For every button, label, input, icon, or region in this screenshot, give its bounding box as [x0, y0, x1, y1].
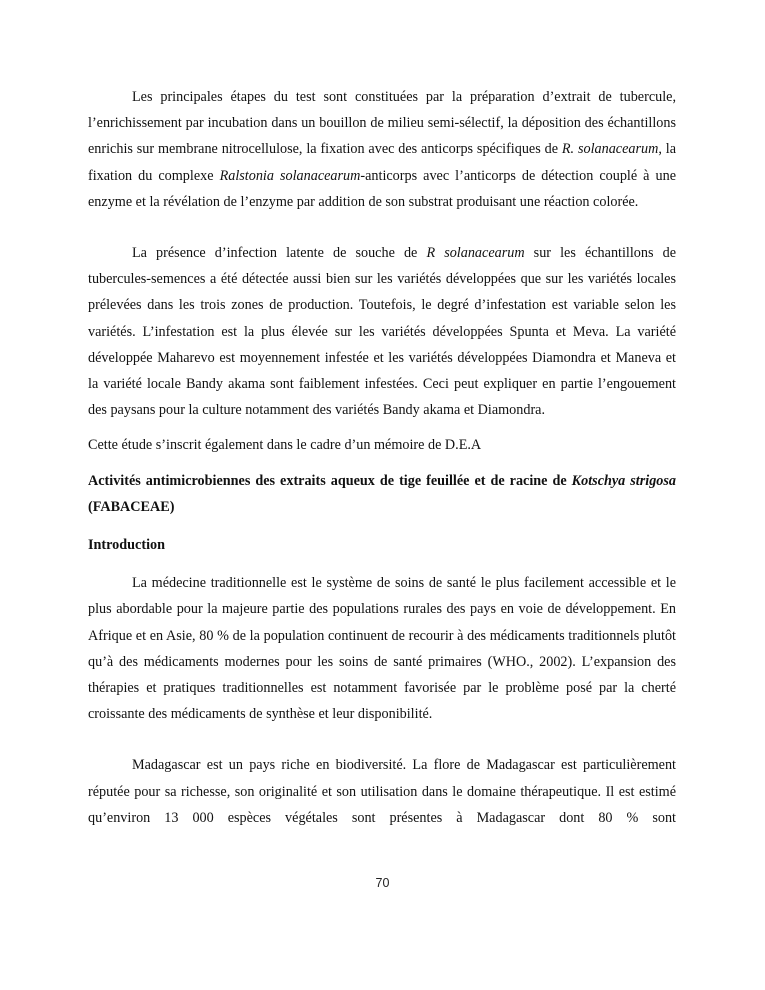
text-run: La présence d’infection latente de souche de	[132, 245, 427, 262]
subheading-introduction: Introduction	[88, 537, 165, 554]
paragraph-dea-note: Cette étude s’inscrit également dans le cadre d’un mémoire de D.E.A	[88, 437, 482, 454]
paragraph-traditional-medicine: La médecine traditionnelle est le système de soins de santé le plus facilement accessible et le plus abordable pour la majeure partie des populations rurales des pays en voie de développement. En Afrique et en Asie, 80 % de la population continuent de recourir à des médicaments traditionnels plutôt qu’à des médicaments modernes pour les soins de santé primaires (WHO., 2002). L’expansion des thérapies et pratiques traditionnelles est notamment favorisée par le problème posé par la cherté croissante des médicaments de synthèse et leur disponibilité.	[88, 575, 676, 723]
text-run: Activités antimicrobiennes des extraits aqueux de tige feuillée et de racine de	[88, 472, 572, 489]
text-run: (FABACEAE)	[88, 498, 175, 515]
text-run: -anticorps avec l’anticorps de détection couplé à une enzyme et la révélation de l’enzyme par addition de son substrat produisant une réaction colorée.	[88, 167, 677, 210]
page-number: 70	[375, 876, 390, 890]
paragraph-test-steps	[88, 84, 676, 215]
paragraph-latent-infection	[88, 240, 676, 423]
text-run: Les principales étapes du test sont constituées par la préparation d’extrait de tubercule, l’enrichissement par incubation dans un bouillon de milieu semi-sélectif, la déposition des échantillons enrichis sur membrane nitrocellulose, la fixation avec des anticorps spécifiques de	[88, 89, 676, 158]
text-run: sur les échantillons de tubercules-semences a été détectée aussi bien sur les variétés développées que sur les variétés locales prélevées dans les trois zones de production. Toutefois, le degré d’infestation est variable selon les variétés. L’infestation est la plus élevée sur les variétés développées Spunta et Meva. La variété développée Maharevo est moyennement infestée et les variétés développées Diamondra et Maneva et la variété locale Bandy akama sont faiblement infestées. Ceci peut expliquer en partie l’engouement des paysans pour la culture notamment des variétés Bandy akama et Diamondra.	[88, 245, 676, 419]
italic-species-name: R. solanacearum	[561, 141, 659, 158]
paragraph-madagascar-biodiversity: Madagascar est un pays riche en biodiversité. La flore de Madagascar est particulièrement réputée pour sa richesse, son originalité et son utilisation dans le domaine thérapeutique. Il est estimé qu’environ 13 000 espèces végétales sont présentes à Madagascar dont 80 % sont	[88, 757, 676, 826]
section-title	[88, 468, 676, 520]
italic-species-name: R solanacearum	[426, 245, 525, 262]
text-run: , la fixation du complexe	[88, 141, 676, 184]
italic-species-name: Kotschya strigosa	[571, 472, 676, 489]
italic-species-name: Ralstonia solanacearum	[219, 167, 361, 184]
page-body	[88, 84, 676, 831]
